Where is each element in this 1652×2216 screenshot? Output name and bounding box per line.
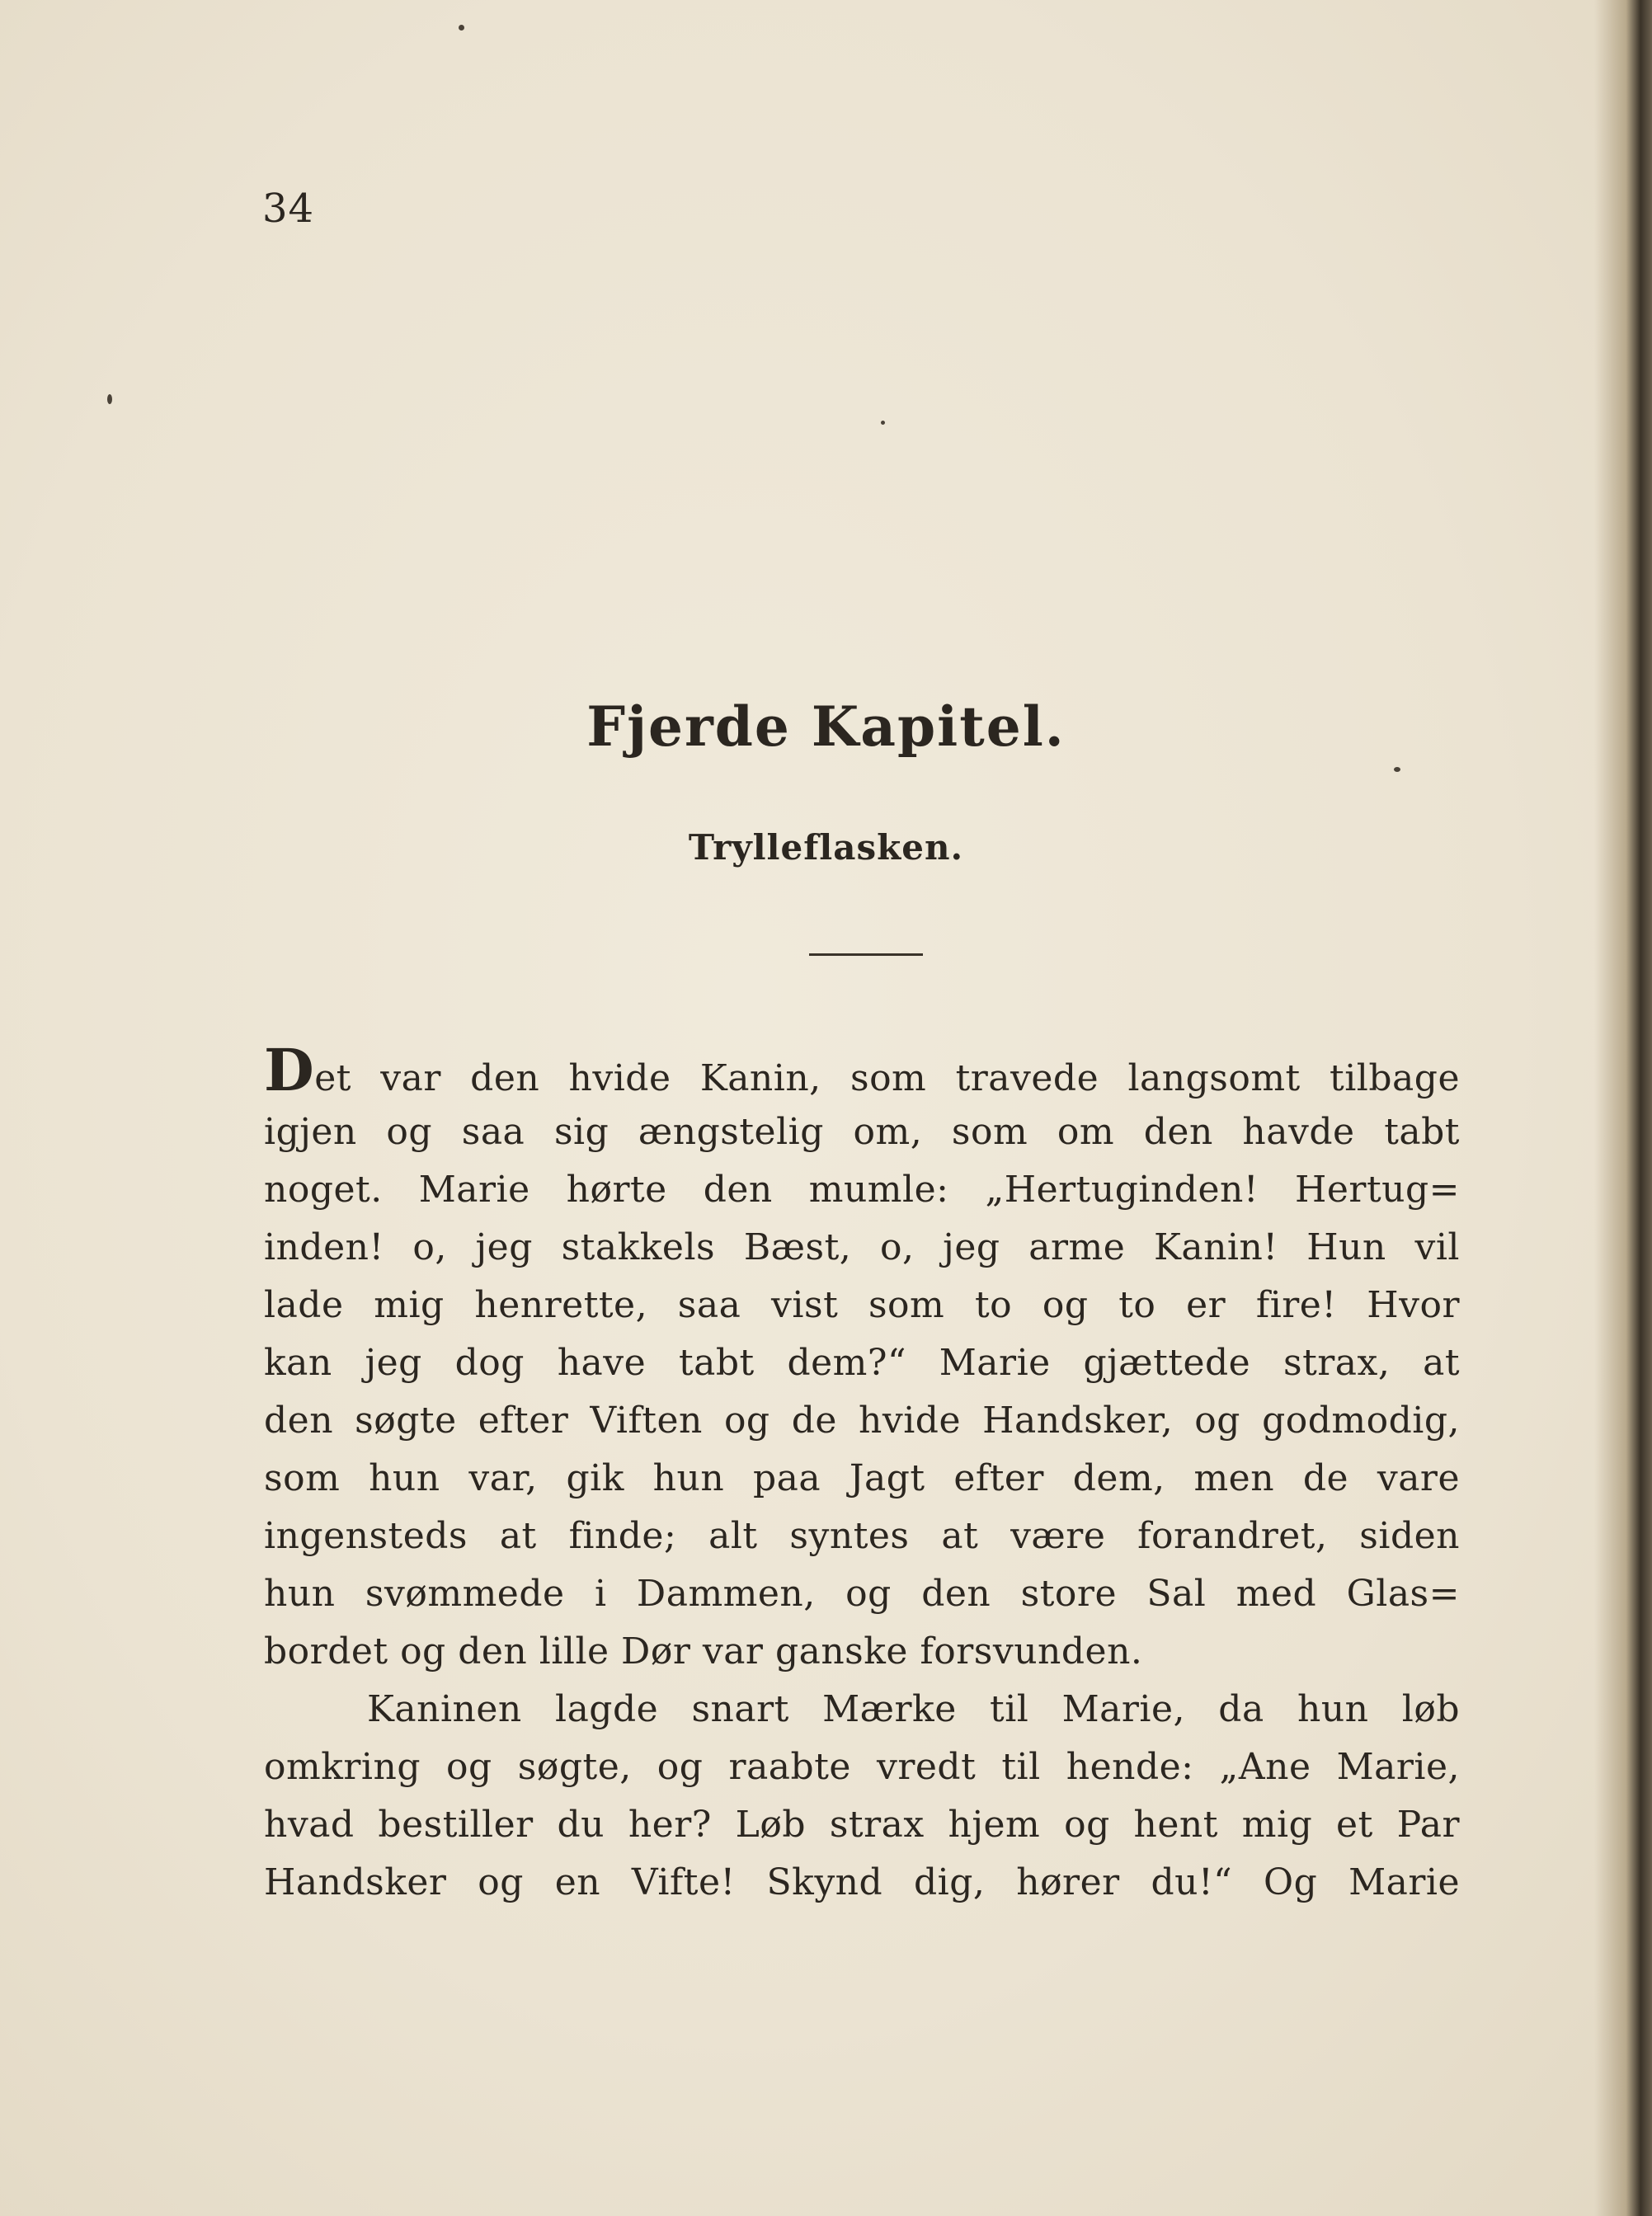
ink-speck bbox=[107, 394, 112, 404]
title-rule bbox=[809, 953, 923, 956]
ink-speck bbox=[881, 421, 885, 425]
ink-speck bbox=[459, 25, 464, 31]
text-line: Handsker og en Vifte! Skynd dig, hører du!“ Og Marie bbox=[264, 1861, 1460, 1903]
ink-speck bbox=[1394, 767, 1400, 772]
line-text: et var den hvide Kanin, som travede langsomt tilbage bbox=[314, 1057, 1460, 1099]
body-text bbox=[264, 1036, 1460, 1912]
text-line: Kaninen lagde snart Mærke til Marie, da hun løb bbox=[367, 1688, 1460, 1730]
chapter-subtitle: Trylleflasken. bbox=[688, 827, 964, 868]
text-line: noget. Marie hørte den mumle: „Hertuginden! Hertug= bbox=[264, 1169, 1460, 1211]
text-line: bordet og den lille Dør var ganske forsvunden. bbox=[264, 1630, 1143, 1673]
text-line: kan jeg dog have tabt dem?“ Marie gjættede strax, at bbox=[264, 1342, 1460, 1384]
text-line: hun svømmede i Dammen, og den store Sal med Glas= bbox=[264, 1573, 1460, 1615]
text-line bbox=[264, 1036, 1460, 1104]
text-line: som hun var, gik hun paa Jagt efter dem, men de vare bbox=[264, 1457, 1460, 1499]
text-line: igjen og saa sig ængstelig om, som om den havde tabt bbox=[264, 1111, 1460, 1153]
text-line: inden! o, jeg stakkels Bæst, o, jeg arme Kanin! Hun vil bbox=[264, 1226, 1460, 1268]
text-line: den søgte efter Viften og de hvide Handsker, og godmodig, bbox=[264, 1400, 1460, 1442]
text-line: lade mig henrette, saa vist som to og to er fire! Hvor bbox=[264, 1284, 1460, 1326]
text-line: hvad bestiller du her? Løb strax hjem og hent mig et Par bbox=[264, 1804, 1460, 1846]
drop-cap: D bbox=[264, 1036, 315, 1104]
text-line: omkring og søgte, og raabte vredt til hende: „Ane Marie, bbox=[264, 1746, 1460, 1788]
chapter-title: Fjerde Kapitel. bbox=[586, 694, 1066, 759]
text-line: ingensteds at finde; alt syntes at være forandret, siden bbox=[264, 1515, 1460, 1557]
page-number: 34 bbox=[262, 186, 315, 232]
page-edge-shadow bbox=[1594, 0, 1652, 2216]
